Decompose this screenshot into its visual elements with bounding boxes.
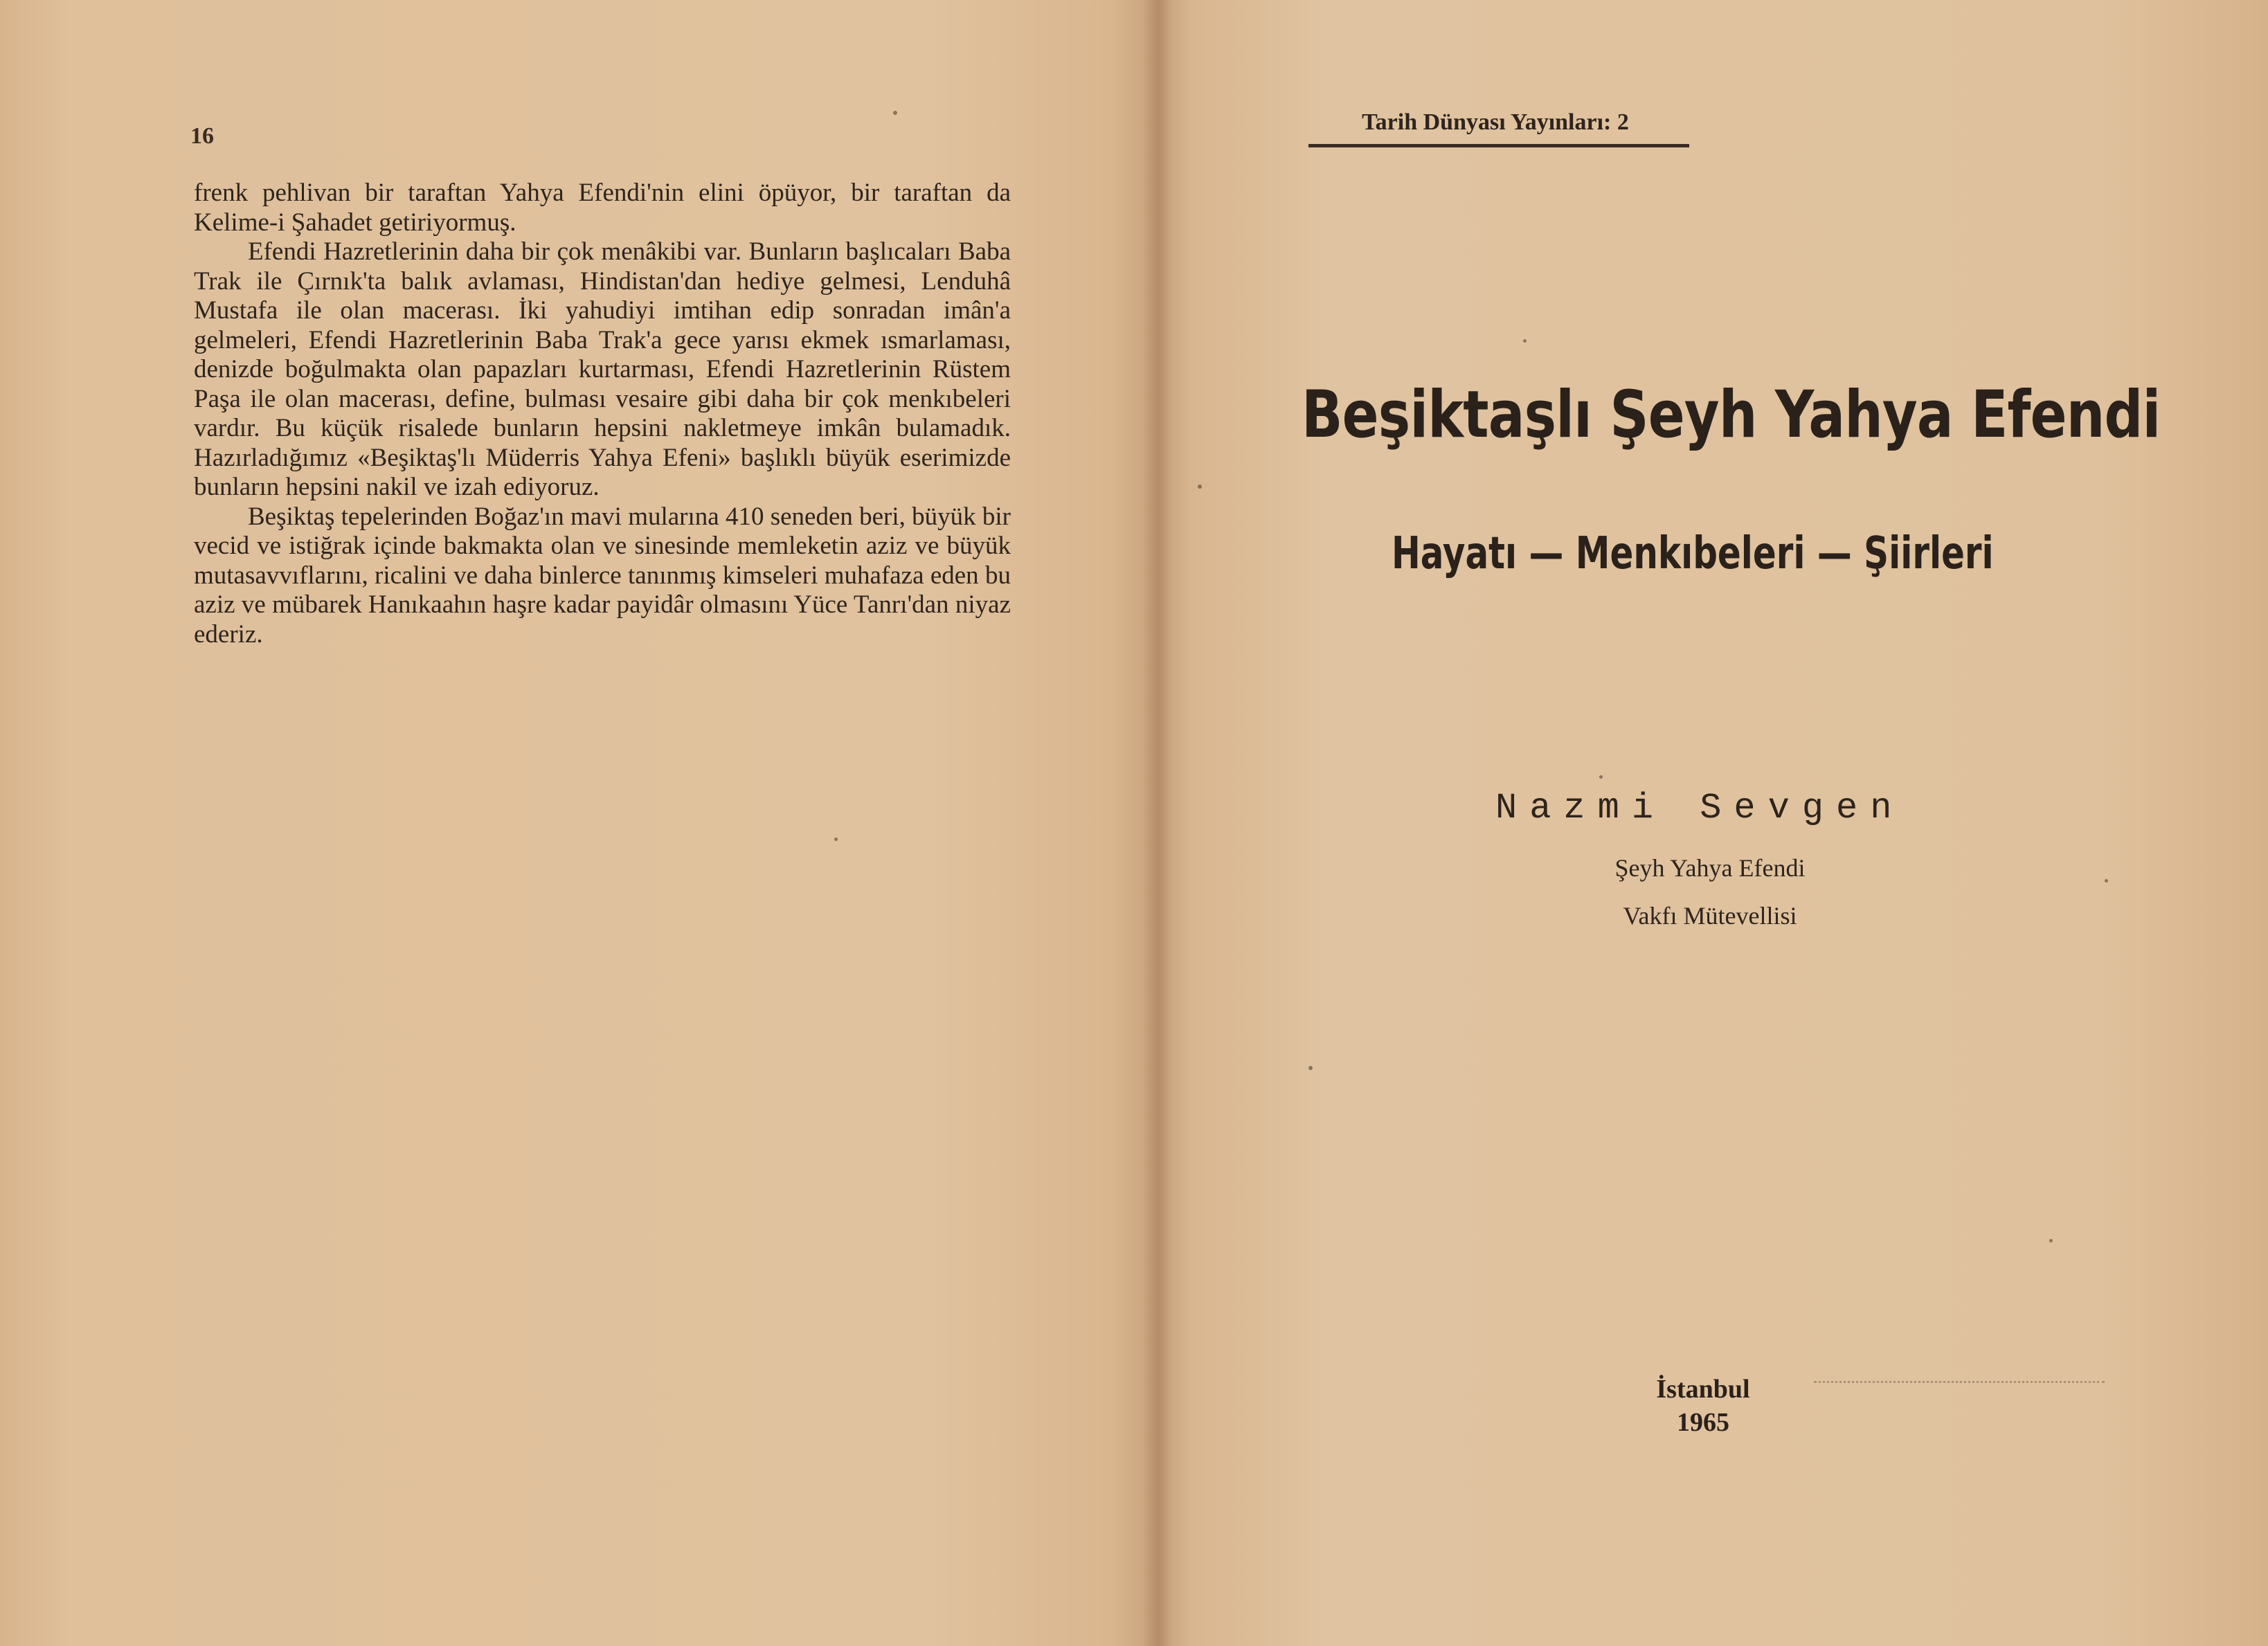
- series-underline: [1308, 144, 1689, 147]
- paragraph-3: Beşiktaş tepelerinden Boğaz'ın mavi mularına 410 seneden beri, büyük bir vecid ve istiğrak içinde bakmakta olan ve sinesinde memleketin aziz ve büyük mutasavvıflarını, ricalini ve daha binlerce tanınmış kimseleri muhafaza eden bu aziz ve mübarek Hanıkaahın haşre kadar payidâr olmasını Yüce Tanrı'dan niyaz ederiz.: [194, 502, 1011, 649]
- paper-speck: [2105, 879, 2108, 883]
- body-text: [194, 179, 1011, 649]
- series-header: Tarih Dünyası Yayınları: 2: [1362, 109, 1629, 135]
- paragraph-2: Efendi Hazretlerinin daha bir çok menâkibi var. Bunların başlıcaları Baba Trak ile Çırnık'ta balık avlaması, Hindistan'dan hediye gelmesi, Lenduhâ Mustafa ile olan macerası. İki yahudiyi imtihan edip sonradan imân'a gelmeleri, Efendi Hazretlerinin Baba Trak'a gece yarısı ekmek ısmarlaması, denizde boğulmakta olan papazları kurtarması, Efendi Hazretlerinin Rüstem Paşa ile olan macerası, define, bulması vesaire gibi daha bir çok menkıbeleri vardır. Bu küçük risalede bunların hepsini nakletmeye imkân bulamadık. Hazırladığımız «Beşiktaş'lı Müderris Yahya Efeni» başlıklı büyük eserimizde bunların hepsini nakil ve izah ediyoruz.: [194, 237, 1011, 501]
- author-name: Nazmi Sevgen: [1495, 788, 1905, 829]
- author-role-line-1: Şeyh Yahya Efendi: [1614, 854, 1806, 882]
- paragraph-1: frenk pehlivan bir taraftan Yahya Efendi'nin elini öpüyor, bir taraftan da Kelime-i Şahadet getiriyormuş.: [194, 179, 1011, 237]
- paper-speck: [1599, 775, 1603, 779]
- paper-speck: [834, 838, 838, 841]
- book-gutter: [1142, 0, 1173, 1646]
- author-role-line-2: Vakfı Mütevellisi: [1623, 902, 1797, 930]
- paper-speck: [893, 111, 897, 115]
- paper-speck: [1523, 339, 1527, 343]
- publication-city: İstanbul: [1656, 1375, 1750, 1404]
- book-subtitle: Hayatı — Menkıbeleri — Şiirleri: [1392, 528, 1994, 579]
- paper-speck: [1308, 1066, 1313, 1070]
- bleed-through-mark: [1814, 1381, 2105, 1387]
- book-title: Beşiktaşlı Şeyh Yahya Efendi: [1302, 377, 2161, 453]
- paper-speck: [1198, 485, 1202, 489]
- publication-year: 1965: [1677, 1408, 1729, 1437]
- page-number: 16: [190, 123, 214, 149]
- paper-speck: [2049, 1239, 2053, 1242]
